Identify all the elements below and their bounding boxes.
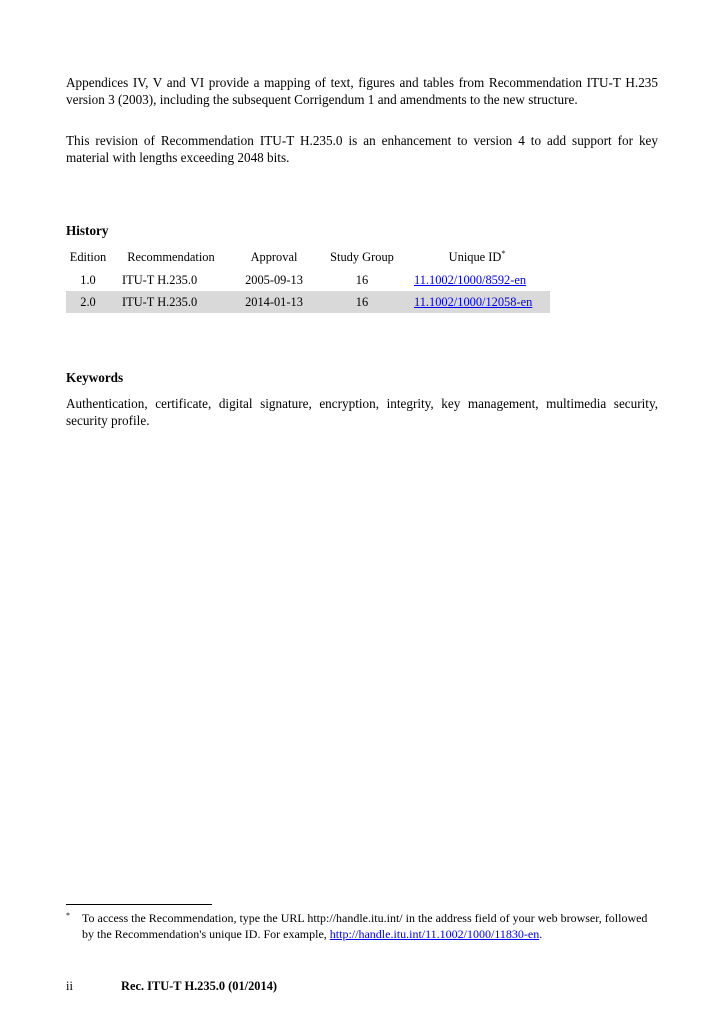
study-group-cell: 16 [355,272,369,287]
edition-cell: 2.0 [66,291,114,313]
col-recommendation-header: Recommendation [127,250,215,264]
history-heading: History [66,223,109,238]
document-reference: Rec. ITU-T H.235.0 (01/2014) [121,979,278,993]
col-approval-header: Approval [250,250,298,264]
table-row [66,269,550,291]
study-group-cell: 16 [320,291,404,313]
col-edition-header: Edition [69,250,107,264]
footnote-body [66,910,658,942]
history-table-header [66,247,550,269]
unique-id-cell [404,291,550,313]
keywords-text: Authentication, certificate, digital signature, encryption, integrity, key management, multimedia security, security profile. [66,396,658,428]
approval-cell: 2005-09-13 [245,272,303,287]
page-number: ii [66,979,73,993]
table-row [66,291,550,313]
col-unique-id-header [404,247,550,269]
footnote-separator [66,904,212,905]
unique-id-label: Unique ID [448,250,502,264]
footnote-mark: * [66,911,70,920]
page-footer [66,979,277,994]
unique-id-cell [404,269,550,291]
intro-paragraph-1: Appendices IV, V and VI provide a mapping of text, figures and tables from Recommendation ITU-T H.235 version 3 (2003), including the subsequent Corrigendum 1 and amendments to the new structure. [66,75,658,107]
unique-id-link[interactable]: 11.1002/1000/8592-en [414,272,527,287]
edition-cell: 1.0 [80,272,96,287]
unique-id-link[interactable]: 11.1002/1000/12058-en [414,294,533,309]
history-table [66,247,550,313]
intro-paragraph-2: This revision of Recommendation ITU-T H.235.0 is an enhancement to version 4 to add support for key material with lengths exceeding 2048 bits. [66,133,658,165]
recommendation-cell: ITU-T H.235.0 [122,272,198,287]
col-study-group-header: Study Group [330,250,394,264]
footnote-end: . [539,927,543,941]
recommendation-cell: ITU-T H.235.0 [114,291,228,313]
approval-cell: 2014-01-13 [228,291,320,313]
footnote-reference-mark: * [501,248,506,258]
keywords-heading: Keywords [66,370,124,385]
footnote-example-link[interactable]: http://handle.itu.int/11.1002/1000/11830-en [329,927,540,941]
footnote [66,910,658,942]
footnote-text: To access the Recommendation, type the URL http://handle.itu.int/ in the address field of your web browser, followed by the Recommendation's unique ID. For example, [82,911,648,941]
